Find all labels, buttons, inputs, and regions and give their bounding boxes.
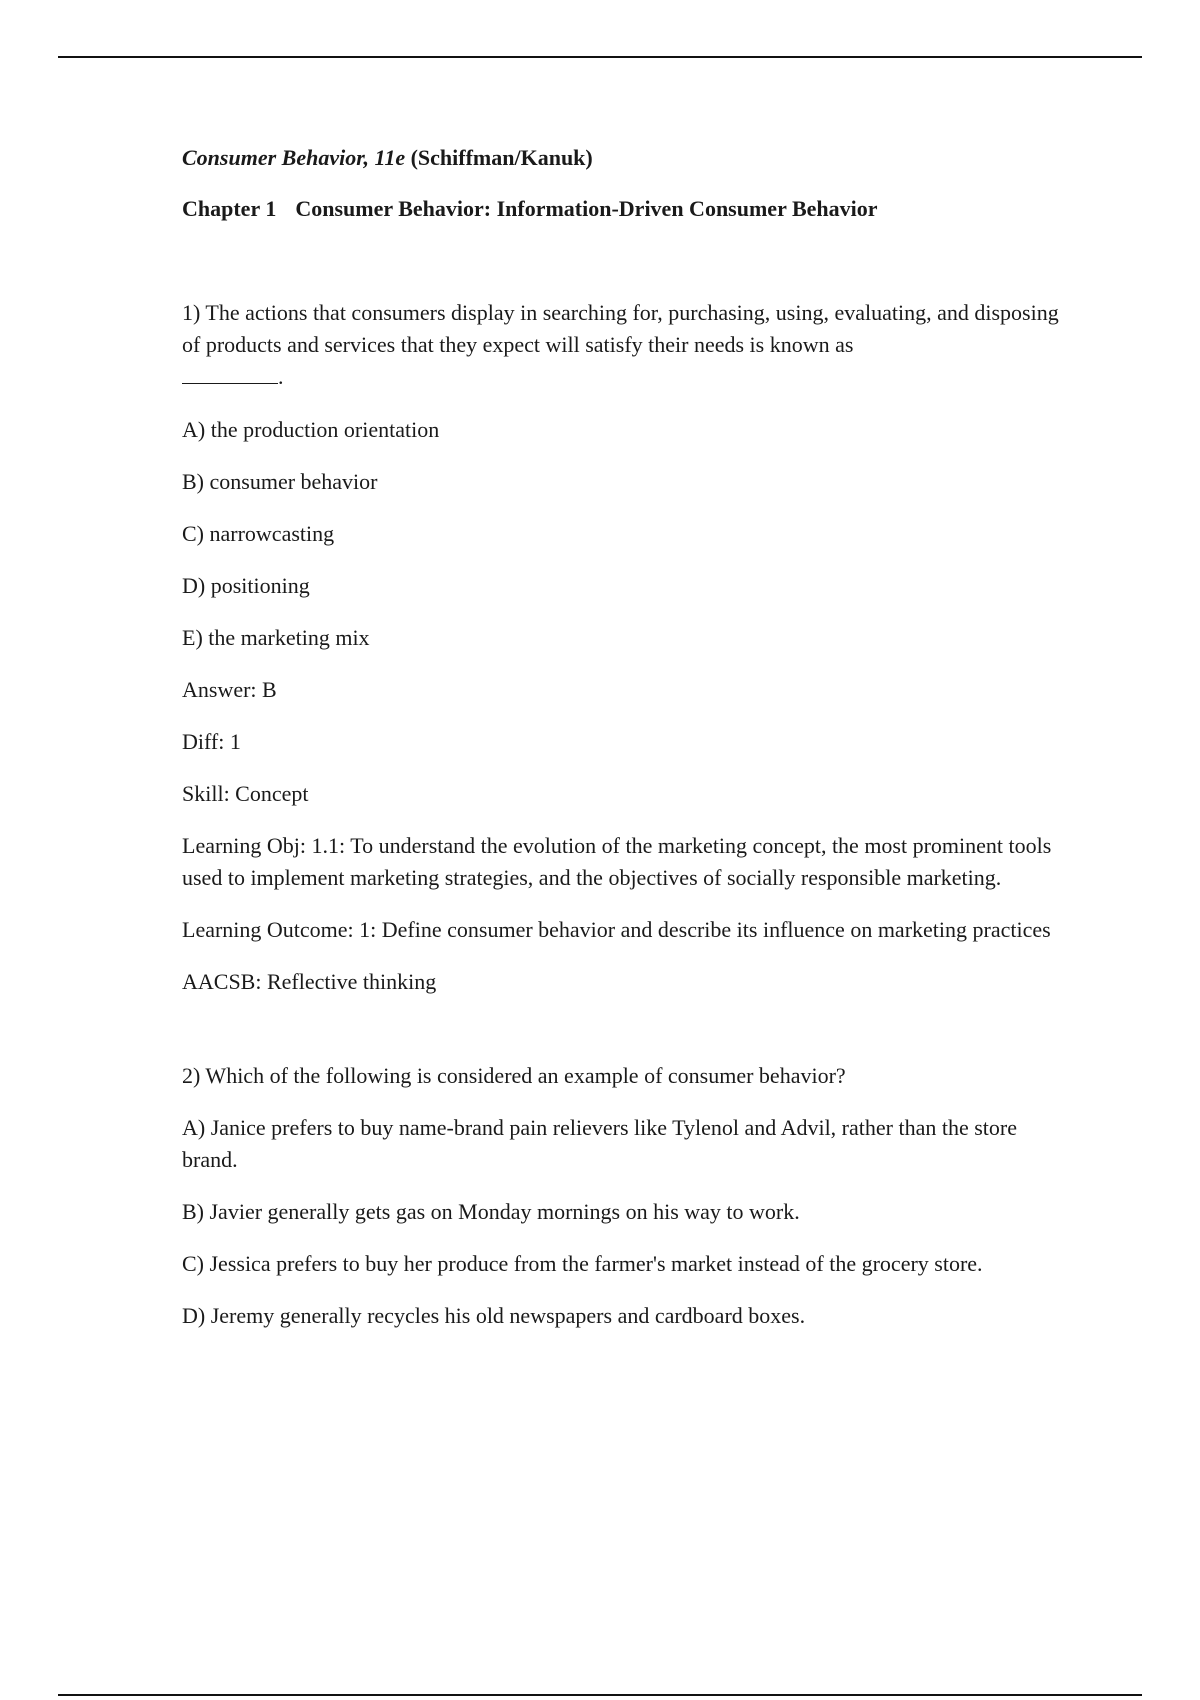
book-title-italic: Consumer Behavior, 11e	[182, 145, 406, 170]
aacsb-line: AACSB: Reflective thinking	[182, 969, 437, 994]
book-title	[182, 143, 1062, 173]
document-body	[182, 143, 1062, 1352]
question-stem-text: 1) The actions that consumers display in searching for, purchasing, using, evaluating, and disposing of products and services that they expect will satisfy their needs is known as	[182, 300, 1059, 357]
option-b: B) consumer behavior	[182, 469, 378, 494]
question-1	[182, 297, 1062, 998]
option-b: B) Javier generally gets gas on Monday mornings on his way to work.	[182, 1199, 800, 1224]
difficulty-line: Diff: 1	[182, 729, 241, 754]
question-stem: 2) Which of the following is considered an example of consumer behavior?	[182, 1063, 846, 1088]
question-2	[182, 1060, 1062, 1332]
option-d: D) Jeremy generally recycles his old newspapers and cardboard boxes.	[182, 1303, 806, 1328]
option-c: C) Jessica prefers to buy her produce from the farmer's market instead of the grocery store.	[182, 1251, 983, 1276]
question-stem-end: .	[278, 364, 284, 389]
option-a: A) Janice prefers to buy name-brand pain relievers like Tylenol and Advil, rather than the store brand.	[182, 1115, 1017, 1172]
option-d: D) positioning	[182, 573, 310, 598]
book-title-authors: (Schiffman/Kanuk)	[410, 145, 593, 170]
question-stem	[182, 297, 1062, 393]
option-a: A) the production orientation	[182, 417, 440, 442]
skill-line: Skill: Concept	[182, 781, 309, 806]
answer-blank	[182, 361, 278, 384]
chapter-title	[182, 194, 1062, 224]
option-c: C) narrowcasting	[182, 521, 335, 546]
top-rule	[58, 56, 1142, 58]
learning-outcome: Learning Outcome: 1: Define consumer behavior and describe its influence on marketing practices	[182, 917, 1051, 942]
answer-line: Answer: B	[182, 677, 277, 702]
chapter-number: Chapter 1	[182, 196, 277, 221]
option-e: E) the marketing mix	[182, 625, 370, 650]
bottom-rule	[58, 1694, 1142, 1696]
learning-objective: Learning Obj: 1.1: To understand the evolution of the marketing concept, the most prominent tools used to implement marketing strategies, and the objectives of socially responsible marketing.	[182, 833, 1052, 890]
chapter-name: Consumer Behavior: Information-Driven Consumer Behavior	[295, 196, 878, 221]
